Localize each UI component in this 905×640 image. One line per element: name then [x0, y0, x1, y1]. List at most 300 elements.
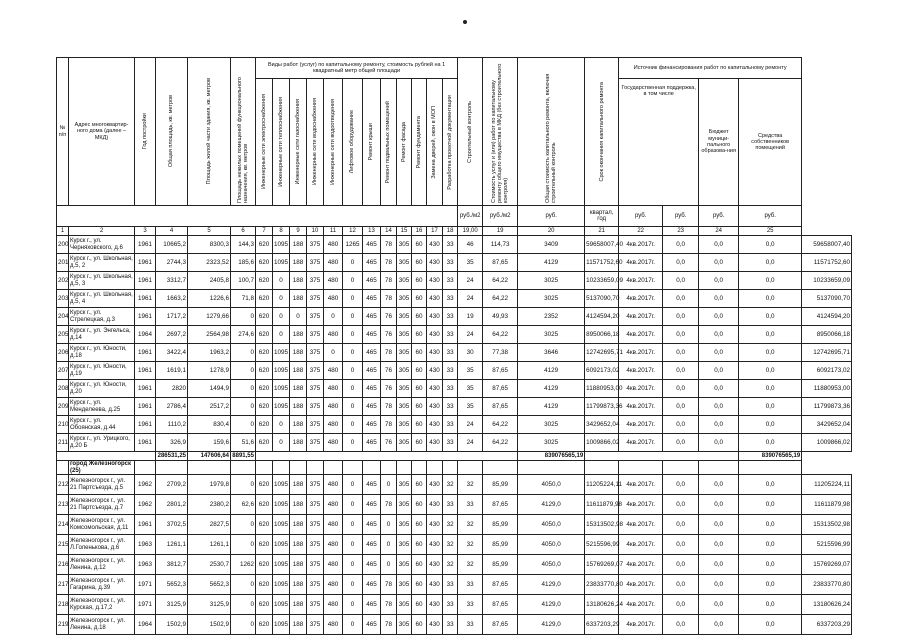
row-term: 4кв.2017г.: [619, 326, 663, 344]
row-nonres-area: 100,7: [231, 272, 256, 290]
row-total-cost: 23833770,80: [585, 575, 619, 595]
row-term: 4кв.2017г.: [619, 308, 663, 326]
row-fund: 0,0: [663, 535, 699, 555]
row-cost-per-m2: 4129,0: [518, 575, 585, 595]
row-year: 1961: [135, 398, 156, 416]
row-work-cost: 620: [256, 595, 273, 615]
row-living-area: 2405,8: [188, 272, 231, 290]
row-work-cost: 0: [324, 308, 343, 326]
row-control-cost: 87,65: [483, 595, 518, 615]
row-control-cost: 87,65: [483, 398, 518, 416]
row-fund: 0,0: [663, 555, 699, 575]
row-living-area: 1278,9: [188, 362, 231, 380]
row-term: 4кв.2017г.: [619, 290, 663, 308]
row-work-cost: 188: [290, 535, 307, 555]
row-year: 1961: [135, 362, 156, 380]
column-number: 10: [307, 227, 324, 236]
column-number: 1: [57, 227, 69, 236]
row-municipal: 0,0: [739, 344, 802, 362]
column-number: 23: [663, 227, 699, 236]
row-work-cost: 465: [363, 272, 381, 290]
row-living-area: 8300,3: [188, 236, 231, 254]
row-municipal: 0,0: [739, 434, 802, 452]
row-nonres-area: 274,6: [231, 326, 256, 344]
row-number: 216: [57, 555, 69, 575]
column-number: 17: [427, 227, 443, 236]
row-work-cost: 0: [343, 475, 363, 495]
row-work-cost: 430: [427, 398, 443, 416]
row-nonres-area: 0: [231, 344, 256, 362]
row-living-area: 1261,1: [188, 535, 231, 555]
row-work-cost: 60: [412, 254, 427, 272]
row-work-cost: 60: [412, 380, 427, 398]
table-row: [57, 290, 852, 308]
subtotal-nonres-area: 8891,55: [232, 453, 254, 459]
header-state: Государственная поддержка, в том числе: [621, 85, 696, 98]
row-control-cost: 87,65: [483, 362, 518, 380]
row-work-cost: 0: [273, 416, 290, 434]
row-work-cost: 188: [290, 515, 307, 535]
row-control-cost: 64,22: [483, 434, 518, 452]
row-year: 1961: [135, 254, 156, 272]
row-work-cost: 60: [412, 308, 427, 326]
row-total-area: 2744,3: [156, 254, 188, 272]
row-work-cost: 465: [363, 434, 381, 452]
row-work-cost: 0: [343, 535, 363, 555]
row-cost-per-m2: 4050,0: [518, 475, 585, 495]
row-cost-per-m2: 4129,0: [518, 495, 585, 515]
row-work-cost: 465: [363, 515, 381, 535]
row-work-cost: 188: [290, 595, 307, 615]
row-total-area: 3702,5: [156, 515, 188, 535]
row-work-cost: 465: [363, 380, 381, 398]
row-nonres-area: 185,6: [231, 254, 256, 272]
row-work-cost: 1095: [273, 380, 290, 398]
row-work-cost: 480: [324, 326, 343, 344]
row-work-cost: 1095: [273, 555, 290, 575]
row-work-cost: 32: [443, 555, 458, 575]
row-work-cost: 620: [256, 362, 273, 380]
unit-term: квартал, год: [585, 206, 619, 227]
column-number: 4: [156, 227, 188, 236]
row-municipal: 0,0: [739, 475, 802, 495]
row-work-cost: 76: [381, 326, 397, 344]
row-work-cost: 60: [412, 575, 427, 595]
row-control-cost: 64,22: [483, 290, 518, 308]
row-term: 4кв.2017г.: [619, 272, 663, 290]
row-total-area: 2786,4: [156, 398, 188, 416]
table-row: [57, 615, 852, 635]
column-numbers-row: [57, 227, 852, 236]
row-year: 1971: [135, 575, 156, 595]
row-regional: 0,0: [699, 326, 739, 344]
row-year: 1961: [135, 434, 156, 452]
row-work-cost: 60: [412, 272, 427, 290]
row-control-cost: 77,38: [483, 344, 518, 362]
row-work-cost: 32: [443, 535, 458, 555]
table-row: [57, 308, 852, 326]
row-work-cost: 430: [427, 272, 443, 290]
row-total-area: 1261,1: [156, 535, 188, 555]
row-work-cost: 188: [290, 615, 307, 635]
row-control-cost: 64,22: [483, 272, 518, 290]
row-control-cost: 24: [458, 434, 483, 452]
row-living-area: 2827,5: [188, 515, 231, 535]
column-number: 20: [518, 227, 585, 236]
row-work-cost: 465: [363, 555, 381, 575]
row-address: Железногорск г., ул. Л.Голенькова, д.6: [69, 535, 135, 555]
row-work-cost: 0: [343, 290, 363, 308]
row-work-cost: 465: [363, 416, 381, 434]
row-year: 1961: [135, 290, 156, 308]
row-address: Курск г., ул. Юности, д.20: [69, 380, 135, 398]
row-cost-per-m2: 3025: [518, 434, 585, 452]
row-municipal: 0,0: [739, 515, 802, 535]
row-control-cost: 87,65: [483, 615, 518, 635]
row-work-cost: 375: [307, 308, 324, 326]
row-control-cost: 24: [458, 290, 483, 308]
row-total-area: 2697,2: [156, 326, 188, 344]
row-control-cost: 87,65: [483, 495, 518, 515]
column-number: 6: [231, 227, 256, 236]
row-work-cost: 480: [324, 416, 343, 434]
row-address: Курск г., ул. Черняховского, д.6: [69, 236, 135, 254]
row-total-area: 5652,3: [156, 575, 188, 595]
page-mark: [463, 20, 467, 24]
row-term: 4кв.2017г.: [619, 398, 663, 416]
header-work-12: Разработка проектной документации: [447, 94, 454, 190]
row-address: Курск г., ул. Юности, д.18: [69, 344, 135, 362]
row-fund: 0,0: [663, 308, 699, 326]
row-total-cost: 5137090,70: [585, 290, 619, 308]
row-work-cost: 620: [256, 535, 273, 555]
row-work-cost: 375: [307, 416, 324, 434]
row-number: 202: [57, 272, 69, 290]
row-own-funds: 5137090,70: [802, 290, 852, 308]
row-fund: 0,0: [663, 515, 699, 535]
row-number: 207: [57, 362, 69, 380]
table-row: [57, 398, 852, 416]
table-row: [57, 344, 852, 362]
row-regional: 0,0: [699, 475, 739, 495]
row-year: 1963: [135, 555, 156, 575]
row-total-cost: 6337203,29: [585, 615, 619, 635]
row-work-cost: 375: [307, 272, 324, 290]
row-own-funds: 6337203,29: [802, 615, 852, 635]
subtotal-living-area: 147606,64: [188, 452, 231, 461]
row-work-cost: 305: [397, 236, 412, 254]
header-total-cost: Общая стоимость капитального ремонта, включая строительный контроль: [545, 73, 558, 203]
header-work-2: Инженерные сети теплоснабжения: [277, 97, 284, 187]
row-own-funds: 10233659,09: [802, 272, 852, 290]
row-fund: 0,0: [663, 595, 699, 615]
row-control-cost: 46: [458, 236, 483, 254]
row-total-area: 1619,1: [156, 362, 188, 380]
row-work-cost: 1095: [273, 615, 290, 635]
row-work-cost: 60: [412, 515, 427, 535]
row-living-area: 1226,6: [188, 290, 231, 308]
header-own: Средства собственников помещений: [739, 79, 802, 206]
row-work-cost: 188: [290, 495, 307, 515]
row-work-cost: 0: [324, 344, 343, 362]
row-work-cost: 33: [443, 290, 458, 308]
row-total-cost: 8950066,18: [585, 326, 619, 344]
row-number: 204: [57, 308, 69, 326]
row-term: 4кв.2017г.: [619, 615, 663, 635]
row-own-funds: 15313502,98: [802, 515, 852, 535]
row-work-cost: 33: [443, 595, 458, 615]
row-total-cost: 10233659,09: [585, 272, 619, 290]
header-year: Год постройки: [141, 113, 148, 150]
row-work-cost: 60: [412, 475, 427, 495]
row-fund: 0,0: [663, 362, 699, 380]
column-number: 5: [188, 227, 231, 236]
row-cost-per-m2: 4129: [518, 362, 585, 380]
table-row: [57, 272, 852, 290]
row-living-area: 2323,52: [188, 254, 231, 272]
row-total-area: 2709,2: [156, 475, 188, 495]
row-control-cost: 24: [458, 272, 483, 290]
row-own-funds: 11571752,60: [802, 254, 852, 272]
row-control-cost: 24: [458, 416, 483, 434]
row-control-cost: 32: [458, 535, 483, 555]
row-control-cost: 64,22: [483, 326, 518, 344]
row-work-cost: 375: [307, 344, 324, 362]
row-fund: 0,0: [663, 434, 699, 452]
row-total-area: 1663,2: [156, 290, 188, 308]
table-row: [57, 575, 852, 595]
row-cost-per-m2: 3646: [518, 344, 585, 362]
column-number: 24: [699, 227, 739, 236]
row-work-cost: 465: [363, 308, 381, 326]
column-number: 22: [619, 227, 663, 236]
row-work-cost: 305: [397, 615, 412, 635]
row-nonres-area: 0: [231, 615, 256, 635]
row-nonres-area: 0: [231, 380, 256, 398]
row-work-cost: 78: [381, 615, 397, 635]
row-regional: 0,0: [699, 416, 739, 434]
row-regional: 0,0: [699, 535, 739, 555]
row-own-funds: 11611879,98: [802, 495, 852, 515]
row-control-cost: 49,93: [483, 308, 518, 326]
row-term: 4кв.2017г.: [619, 236, 663, 254]
row-work-cost: 430: [427, 535, 443, 555]
row-work-cost: 60: [412, 398, 427, 416]
row-year: 1962: [135, 475, 156, 495]
column-number: 18: [443, 227, 458, 236]
row-term: 4кв.2017г.: [619, 416, 663, 434]
row-total-area: 1110,2: [156, 416, 188, 434]
row-nonres-area: 1262: [231, 555, 256, 575]
row-work-cost: 33: [443, 344, 458, 362]
row-nonres-area: 0: [231, 515, 256, 535]
row-nonres-area: 51,6: [231, 434, 256, 452]
row-number: 211: [57, 434, 69, 452]
header-work-5: Инженерные сети водоотведения: [329, 99, 336, 185]
row-work-cost: 430: [427, 475, 443, 495]
row-work-cost: 60: [412, 362, 427, 380]
row-regional: 0,0: [699, 555, 739, 575]
row-control-cost: 33: [458, 595, 483, 615]
column-number: 21: [585, 227, 619, 236]
row-total-cost: 12742695,71: [585, 344, 619, 362]
row-control-cost: 87,65: [483, 575, 518, 595]
row-control-cost: 35: [458, 254, 483, 272]
row-work-cost: 78: [381, 236, 397, 254]
row-regional: 0,0: [699, 308, 739, 326]
row-municipal: 0,0: [739, 555, 802, 575]
row-work-cost: 375: [307, 290, 324, 308]
row-work-cost: 188: [290, 254, 307, 272]
row-municipal: 0,0: [739, 236, 802, 254]
row-cost-per-m2: 4129: [518, 398, 585, 416]
row-work-cost: 0: [273, 308, 290, 326]
row-work-cost: 430: [427, 362, 443, 380]
row-total-cost: 6092173,02: [585, 362, 619, 380]
row-work-cost: 430: [427, 555, 443, 575]
row-work-cost: 60: [412, 535, 427, 555]
row-work-cost: 0: [273, 326, 290, 344]
row-regional: 0,0: [699, 515, 739, 535]
row-fund: 0,0: [663, 344, 699, 362]
row-municipal: 0,0: [739, 326, 802, 344]
row-living-area: 1502,9: [188, 615, 231, 635]
row-cost-per-m2: 4050,0: [518, 535, 585, 555]
row-work-cost: 60: [412, 326, 427, 344]
row-work-cost: 465: [363, 344, 381, 362]
row-work-cost: 305: [397, 290, 412, 308]
header-work-4: Инженерные сети водоснабжения: [311, 98, 318, 186]
row-total-area: 1502,9: [156, 615, 188, 635]
row-control-cost: 114,73: [483, 236, 518, 254]
row-year: 1961: [135, 416, 156, 434]
subtotal-total-cost: 839076565,19: [518, 452, 585, 461]
row-work-cost: 430: [427, 434, 443, 452]
row-work-cost: 78: [381, 495, 397, 515]
row-municipal: 0,0: [739, 380, 802, 398]
header-control: Строительный контроль: [467, 100, 474, 163]
row-work-cost: 465: [363, 595, 381, 615]
table-row: [57, 236, 852, 254]
row-regional: 0,0: [699, 434, 739, 452]
row-work-cost: 620: [256, 290, 273, 308]
row-address: Курск г., ул. Школьная, д.5, 3: [69, 272, 135, 290]
row-work-cost: 33: [443, 308, 458, 326]
header-work-3: Инженерные сети газоснабжения: [294, 99, 301, 185]
row-control-cost: 32: [458, 515, 483, 535]
row-control-cost: 33: [458, 495, 483, 515]
row-work-cost: 188: [290, 434, 307, 452]
row-number: 206: [57, 344, 69, 362]
row-cost-per-m2: 4050,0: [518, 515, 585, 535]
row-work-cost: 0: [343, 495, 363, 515]
row-work-cost: 1265: [343, 236, 363, 254]
row-regional: 0,0: [699, 595, 739, 615]
row-work-cost: 188: [290, 344, 307, 362]
row-municipal: 0,0: [739, 495, 802, 515]
row-work-cost: 430: [427, 380, 443, 398]
row-term: 4кв.2017г.: [619, 434, 663, 452]
row-year: 1962: [135, 495, 156, 515]
column-number: 15: [397, 227, 412, 236]
row-work-cost: 430: [427, 326, 443, 344]
row-work-cost: 188: [290, 326, 307, 344]
row-work-cost: 60: [412, 595, 427, 615]
row-work-cost: 620: [256, 575, 273, 595]
row-work-cost: 60: [412, 290, 427, 308]
row-term: 4кв.2017г.: [619, 595, 663, 615]
column-number: 9: [290, 227, 307, 236]
row-work-cost: 60: [412, 495, 427, 515]
row-work-cost: 620: [256, 236, 273, 254]
row-work-cost: 0: [343, 398, 363, 416]
table-row: [57, 362, 852, 380]
row-work-cost: 0: [343, 575, 363, 595]
row-work-cost: 76: [381, 380, 397, 398]
row-work-cost: 0: [343, 380, 363, 398]
column-number: 13: [363, 227, 381, 236]
row-address: Железногорск г., ул. Гагарина, д.39: [69, 575, 135, 595]
row-work-cost: 1095: [273, 344, 290, 362]
row-work-cost: 620: [256, 254, 273, 272]
row-number: 201: [57, 254, 69, 272]
table-row: [57, 555, 852, 575]
row-work-cost: 78: [381, 272, 397, 290]
row-work-cost: 33: [443, 495, 458, 515]
row-work-cost: 305: [397, 344, 412, 362]
column-number: 8: [273, 227, 290, 236]
row-fund: 0,0: [663, 398, 699, 416]
header-work-11: Замена дверей, окон в МОП: [431, 105, 438, 179]
row-total-cost: 3429652,04: [585, 416, 619, 434]
row-control-cost: 19: [458, 308, 483, 326]
row-work-cost: 465: [363, 575, 381, 595]
table-row: [57, 380, 852, 398]
row-work-cost: 430: [427, 515, 443, 535]
row-work-cost: 620: [256, 416, 273, 434]
row-cost-per-m2: 4129,0: [518, 615, 585, 635]
row-work-cost: 480: [324, 362, 343, 380]
table-row: [57, 416, 852, 434]
header-works-group: Виды работ (услуг) по капитальному ремонту, стоимость рублей на 1 квадратный метр общей площади: [256, 58, 458, 79]
row-work-cost: 32: [443, 475, 458, 495]
row-municipal: 0,0: [739, 272, 802, 290]
table-row: [57, 535, 852, 555]
row-work-cost: 375: [307, 595, 324, 615]
row-total-area: 2820: [156, 380, 188, 398]
row-municipal: 0,0: [739, 398, 802, 416]
row-work-cost: 0: [381, 535, 397, 555]
row-work-cost: 188: [290, 290, 307, 308]
row-cost-per-m2: 4129,0: [518, 595, 585, 615]
row-cost-per-m2: 3409: [518, 236, 585, 254]
row-total-area: 1717,2: [156, 308, 188, 326]
column-number: 12: [343, 227, 363, 236]
table-row: [57, 595, 852, 615]
row-number: 203: [57, 290, 69, 308]
row-own-funds: 1009866,02: [802, 434, 852, 452]
column-number: 11: [324, 227, 343, 236]
row-work-cost: 430: [427, 595, 443, 615]
row-work-cost: 0: [343, 254, 363, 272]
row-work-cost: 465: [363, 290, 381, 308]
row-work-cost: 60: [412, 555, 427, 575]
row-work-cost: 620: [256, 495, 273, 515]
row-work-cost: 33: [443, 254, 458, 272]
row-work-cost: 375: [307, 515, 324, 535]
header-address: Адрес многоквартир-ного дома (далее – МКД): [69, 58, 135, 206]
row-work-cost: 375: [307, 475, 324, 495]
